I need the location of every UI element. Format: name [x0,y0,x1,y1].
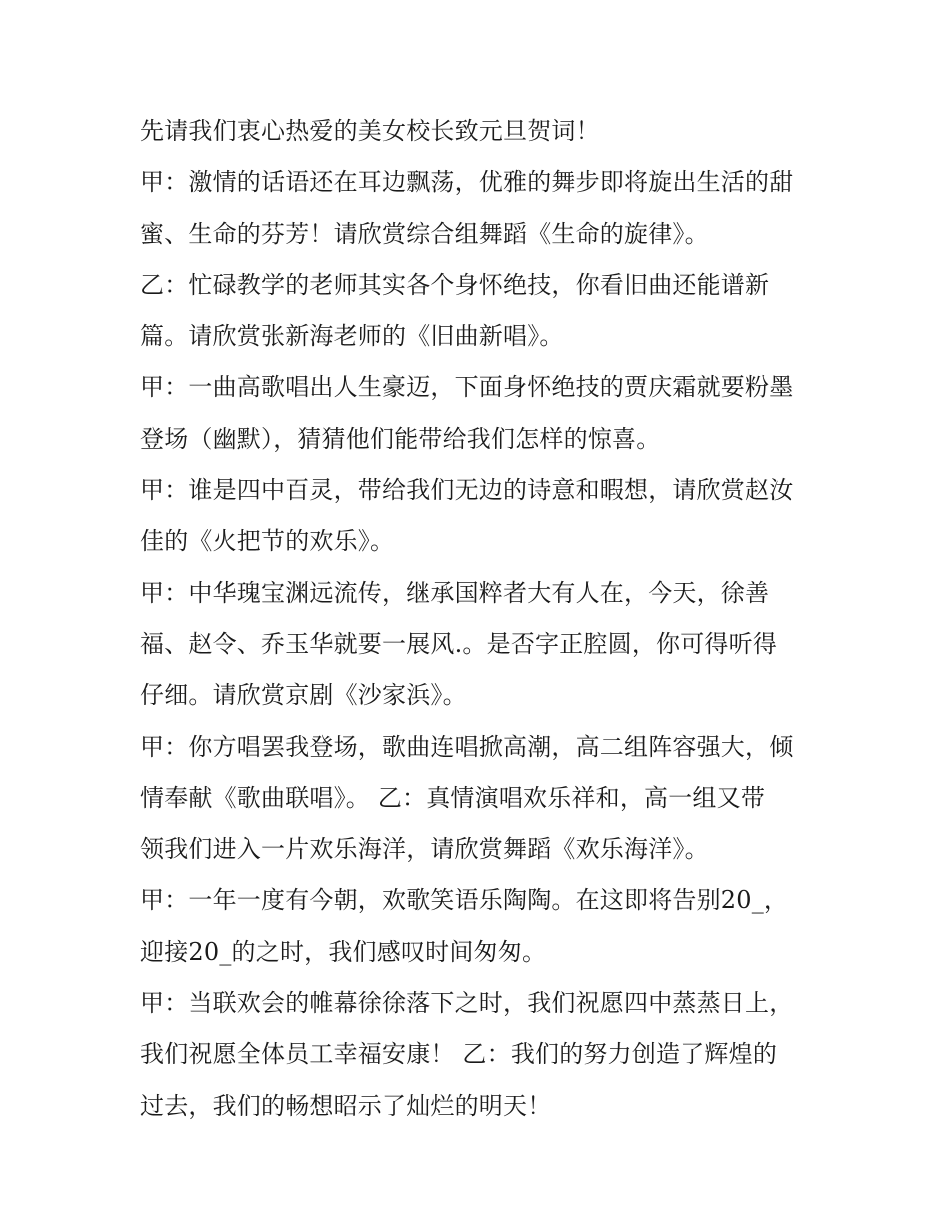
text-line: 甲：谁是四中百灵，带给我们无边的诗意和暇想，请欣赏赵汝 [140,476,794,505]
text-line: 先请我们衷心热爱的美女校长致元旦贺词！ [140,117,600,145]
text-line: 迎接20_的之时，我们感叹时间匆匆。 [140,937,547,966]
document-page [140,106,820,1132]
text-line: 过去，我们的畅想昭示了灿烂的明天！ [140,1091,552,1120]
text-line: 蜜、生命的芬芳！请欣赏综合组舞蹈《生命的旋律》。 [140,219,709,248]
text-line: 甲：一曲高歌唱出人生豪迈，下面身怀绝技的贾庆霜就要粉墨 [140,373,794,402]
text-line: 情奉献《歌曲联唱》。 乙：真情演唱欢乐祥和，高一组又带 [140,783,766,812]
text-line: 仔细。请欣赏京剧《沙家浜》。 [140,681,467,710]
text-line: 领我们进入一片欢乐海洋，请欣赏舞蹈《欢乐海洋》。 [140,835,709,864]
text-line: 甲：你方唱罢我登场，歌曲连唱掀高潮，高二组阵容强大，倾 [140,732,794,761]
text-line: 登场（幽默），猜猜他们能带给我们怎样的惊喜。 [140,424,661,453]
text-line: 福、赵令、乔玉华就要一展风.。是否字正腔圆，你可得听得 [140,629,778,658]
text-line: 篇。请欣赏张新海老师的《旧曲新唱》。 [140,322,564,351]
text-line: 甲：激情的话语还在耳边飘荡，优雅的舞步即将旋出生活的甜 [140,168,794,197]
text-line: 我们祝愿全体员工幸福安康！ 乙：我们的努力创造了辉煌的 [140,1040,778,1069]
text-line: 佳的《火把节的欢乐》。 [140,527,395,556]
text-line: 甲：当联欢会的帷幕徐徐落下之时，我们祝愿四中蒸蒸日上， [140,989,794,1018]
text-line: 乙：忙碌教学的老师其实各个身怀绝技，你看旧曲还能谱新 [140,270,770,299]
text-line: 甲：中华瑰宝渊远流传，继承国粹者大有人在，今天，徐善 [140,578,770,607]
text-line: 甲：一年一度有今朝，欢歌笑语乐陶陶。在这即将告别20_， [140,886,789,915]
